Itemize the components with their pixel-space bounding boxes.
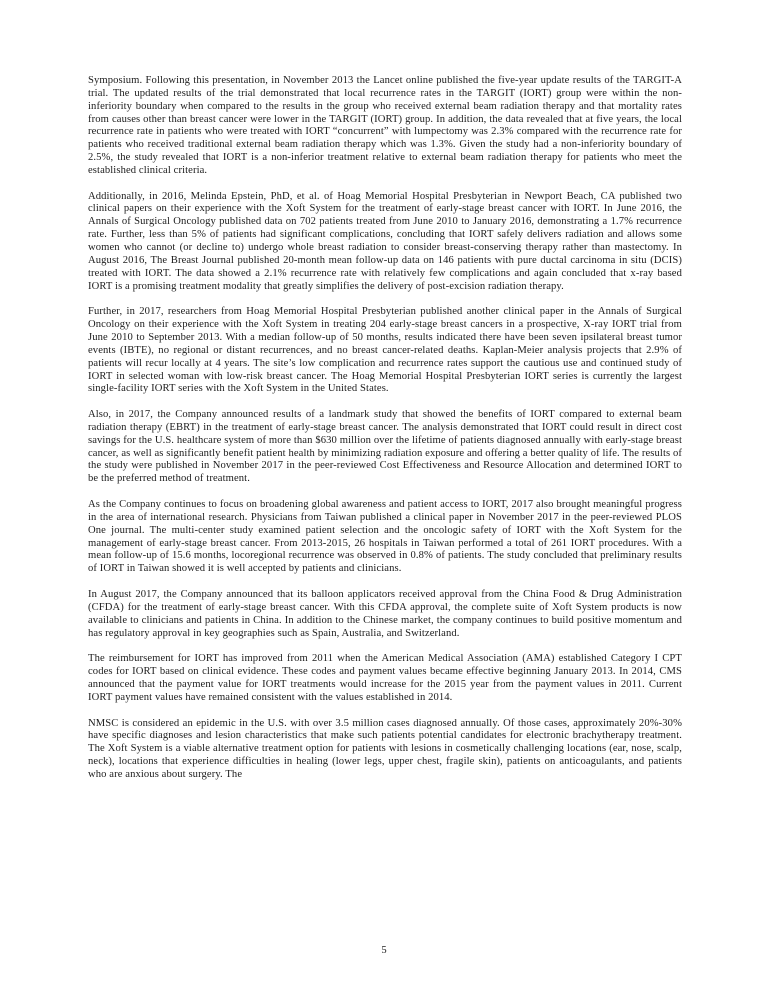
- page-number: 5: [381, 945, 387, 956]
- paragraph-cfda-approval: In August 2017, the Company announced that its balloon applicators received approval from the China Food & Drug Administration (CFDA) for the treatment of early-stage breast cancer. With this CFDA approval, the complete suite of Xoft System products is now available to clinicians and patients in China. In addition to the Chinese market, the company continues to build positive momentum and has regulatory approval in key geographies such as Spain, Australia, and Switzerland.: [88, 588, 682, 639]
- paragraph-hoag-2016: Additionally, in 2016, Melinda Epstein, PhD, et al. of Hoag Memorial Hospital Presbyterian in Newport Beach, CA published two clinical papers on their experience with the Xoft System for the treatment of early-stage breast cancer with IORT. In June 2016, the Annals of Surgical Oncology published data on 702 patients treated from June 2010 to January 2016, demonstrating a 1.7% recurrence rate. Further, less than 5% of patients had significant complications, concluding that IORT safely delivers radiation and allows some women who cannot (or decline to) undergo whole breast radiation to consider breast-conserving therapy rather than mastectomy. In August 2016, The Breast Journal published 20-month mean follow-up data on 146 patients with pure ductal carcinoma in situ (DCIS) treated with IORT. The data showed a 2.1% recurrence rate with relatively few complications and again concluded that x-ray based IORT is a promising treatment modality that greatly simplifies the delivery of post-excision radiation therapy.: [88, 190, 682, 292]
- paragraph-reimbursement: The reimbursement for IORT has improved from 2011 when the American Medical Association (AMA) established Category I CPT codes for IORT based on clinical evidence. These codes and payment values became effective beginning January 2013. In 2014, CMS announced that the payment value for IORT treatments would increase for the 2015 year from the payment values in 2011. Current IORT payment values have remained consistent with the values established in 2014.: [88, 653, 682, 703]
- paragraph-hoag-2017: Further, in 2017, researchers from Hoag Memorial Hospital Presbyterian published another clinical paper in the Annals of Surgical Oncology on their experience with the Xoft System in treating 204 early-stage breast cancers in a prospective, X-ray IORT trial from June 2010 to September 2013. With a median follow-up of 50 months, results indicated there have been seven ipsilateral breast tumor events (IBTE), no regional or distant recurrences, and no breast cancer-related deaths. Kaplan-Meier analysis projects that 2.9% of patients will recur locally at 4 years. The site’s low complication and recurrence rates support the cautious use and continued study of IORT in selected woman with low-risk breast cancer. The Hoag Memorial Hospital Presbyterian IORT series is currently the largest single-facility IORT series with the Xoft System in the United States.: [88, 306, 682, 395]
- paragraph-targit-update: Symposium. Following this presentation, in November 2013 the Lancet online published the five-year update results of the TARGIT-A trial. The updated results of the trial demonstrated that local recurrence rates in the TARGIT (IORT) group were within the non-inferiority boundary when compared to the results in the group who received external beam radiation therapy and that mortality rates from causes other than breast cancer were lower in the TARGIT (IORT) group. In addition, the data revealed that at five years, the local recurrence rate in patients who were treated with IORT “concurrent” with lumpectomy was 2.3% compared with the recurrence rate for patients who received traditional external beam radiation therapy which was 1.3%. Given the study had a non-inferiority boundary of 2.5%, the study revealed that IORT is a non-inferior treatment relative to external beam radiation therapy for patients who meet the established clinical criteria.: [88, 75, 682, 176]
- paragraph-nmsc: NMSC is considered an epidemic in the U.S. with over 3.5 million cases diagnosed annually. Of those cases, approximately 20%-30% have specific diagnoses and lesion characteristics that make such patients potential candidates for electronic brachytherapy treatment. The Xoft System is a viable alternative treatment option for patients with lesions in cosmetically challenging locations (ear, nose, scalp, neck), locations that experience difficulties in healing (lower legs, upper chest, fragile skin), patients on anticoagulants, and patients who are anxious about surgery. The: [88, 717, 682, 780]
- paragraph-cost-savings-study: Also, in 2017, the Company announced results of a landmark study that showed the benefits of IORT compared to external beam radiation therapy (EBRT) in the treatment of early-stage breast cancer. The analysis demonstrated that IORT could result in direct cost savings for the U.S. healthcare system of more than $630 million over the lifetime of patients diagnosed annually with early-stage breast cancer, as well as significantly benefit patient health by minimizing radiation exposure and offering a better quality of life. The results of the study were published in November 2017 in the peer-reviewed Cost Effectiveness and Resource Allocation and determined IORT to be the preferred method of treatment.: [88, 409, 682, 485]
- document-body-text: [88, 75, 682, 795]
- paragraph-taiwan-research: As the Company continues to focus on broadening global awareness and patient access to IORT, 2017 also brought meaningful progress in the area of international research. Physicians from Taiwan published a clinical paper in November 2017 in the peer-reviewed PLOS One journal. The multi-center study examined patient selection and the oncologic safety of IORT with the Xoft System for the management of early-stage breast cancer. From 2013-2015, 26 hospitals in Taiwan performed a total of 261 IORT procedures. With a mean follow-up of 15.6 months, locoregional recurrence was observed in 0.8% of patients. The study concluded that preliminary results of IORT in Taiwan showed it is well accepted by patients and clinicians.: [88, 499, 682, 575]
